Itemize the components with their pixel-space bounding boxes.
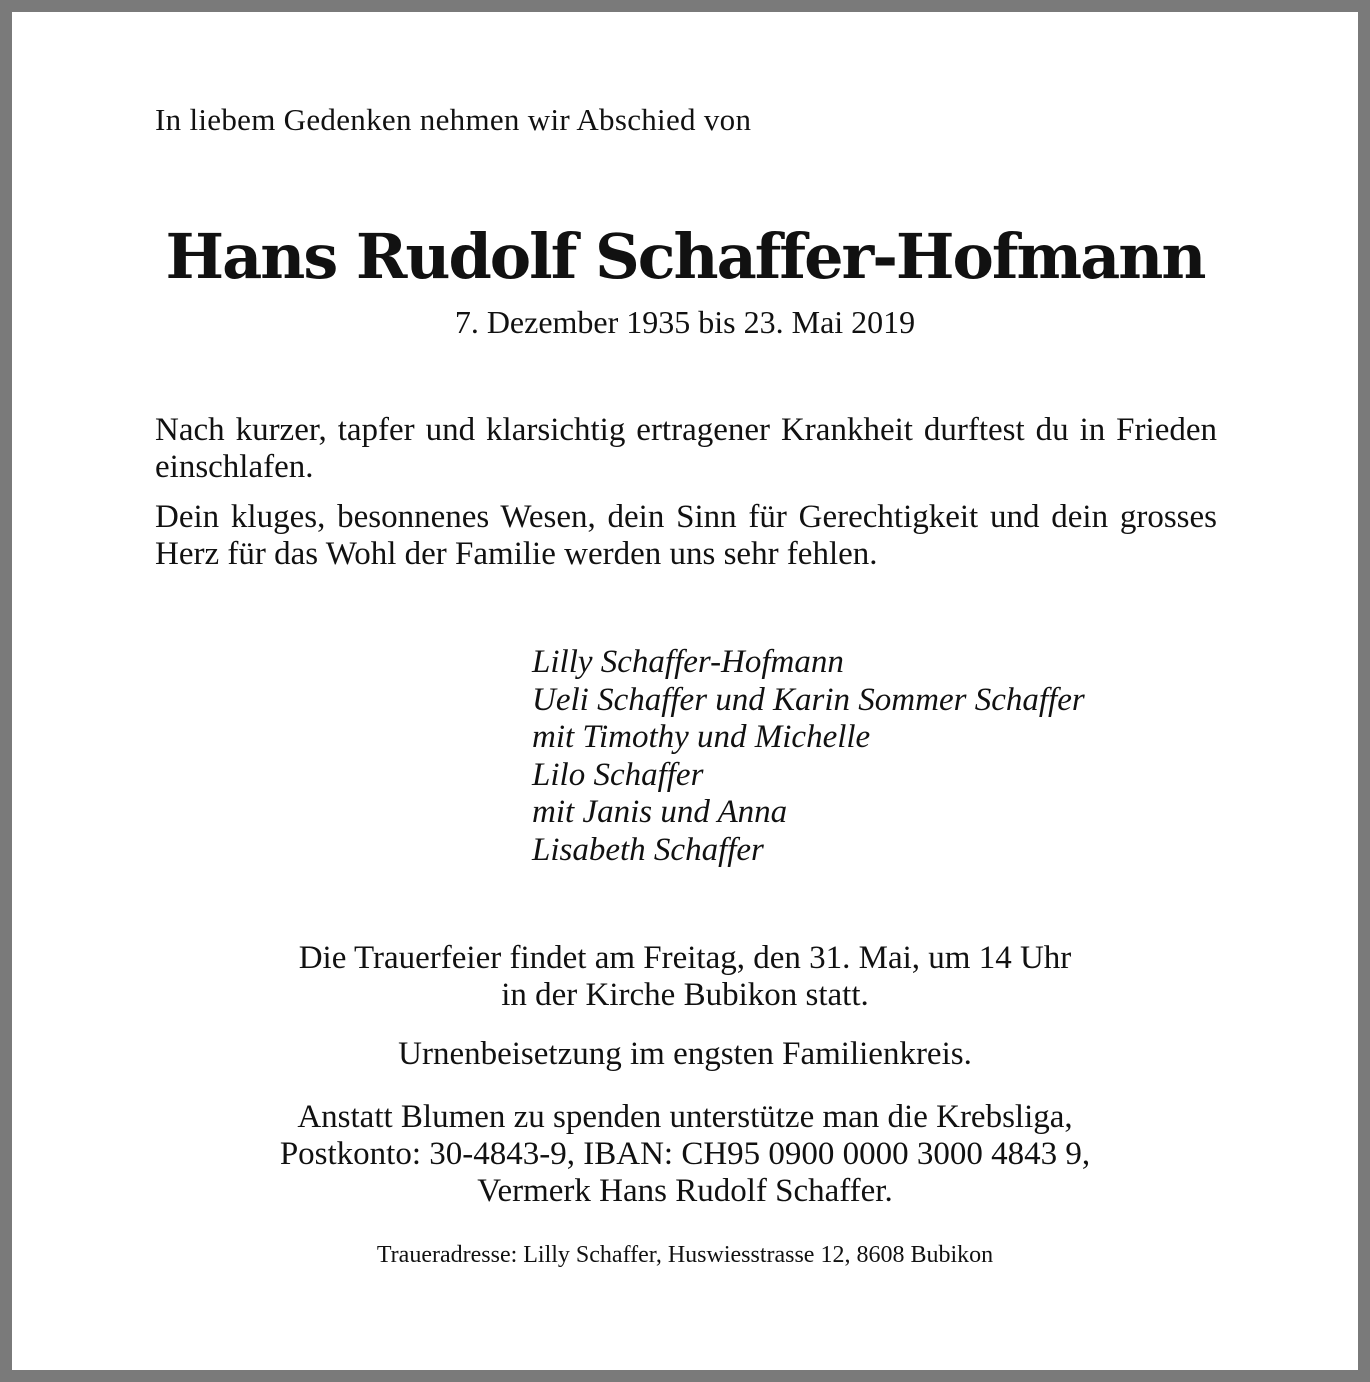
mourner-line: mit Timothy und Michelle [532, 719, 871, 755]
burial-info: Urnenbeisetzung im engsten Familienkreis. [398, 1036, 972, 1072]
mourning-address: Traueradresse: Lilly Schaffer, Huswiesstrasse 12, 8608 Bubikon [376, 1242, 994, 1268]
obituary-page [12, 12, 1358, 1370]
ceremony-info [12, 940, 1358, 1014]
mourner-line: Lilo Schaffer [532, 756, 704, 793]
donation-line: Anstatt Blumen zu spenden unterstütze man die Krebsliga, [297, 1099, 1073, 1135]
intro-line: In liebem Gedenken nehmen wir Abschied von [155, 102, 752, 137]
mourner-line: Lilly Schaffer-Hofmann [532, 644, 844, 680]
life-dates: 7. Dezember 1935 bis 23. Mai 2019 [454, 304, 916, 340]
paragraph-illness: Nach kurzer, tapfer und klarsichtig ertragener Krankheit durftest du in Frieden einschlafen. [155, 412, 1217, 485]
donation-line: Postkonto: 30-4843-9, IBAN: CH95 0900 0000 3000 4843 9, [279, 1136, 1091, 1172]
mourner-line: Ueli Schaffer und Karin Sommer Schaffer [532, 681, 1085, 718]
paragraph-tribute: Dein kluges, besonnenes Wesen, dein Sinn für Gerechtigkeit und dein grosses Herz für das Wohl der Familie werden uns sehr fehlen. [155, 499, 1217, 572]
donation-info [12, 1099, 1358, 1210]
donation-line: Vermerk Hans Rudolf Schaffer. [477, 1173, 893, 1209]
mourners-list [532, 644, 1085, 869]
mourner-line: mit Janis und Anna [532, 794, 788, 830]
mourner-line: Lisabeth Schaffer [532, 831, 764, 868]
deceased-name: Hans Rudolf Schaffer-Hofmann [165, 220, 1205, 293]
ceremony-line: Die Trauerfeier findet am Freitag, den 31. Mai, um 14 Uhr [298, 940, 1072, 976]
ceremony-line: in der Kirche Bubikon statt. [501, 977, 869, 1013]
